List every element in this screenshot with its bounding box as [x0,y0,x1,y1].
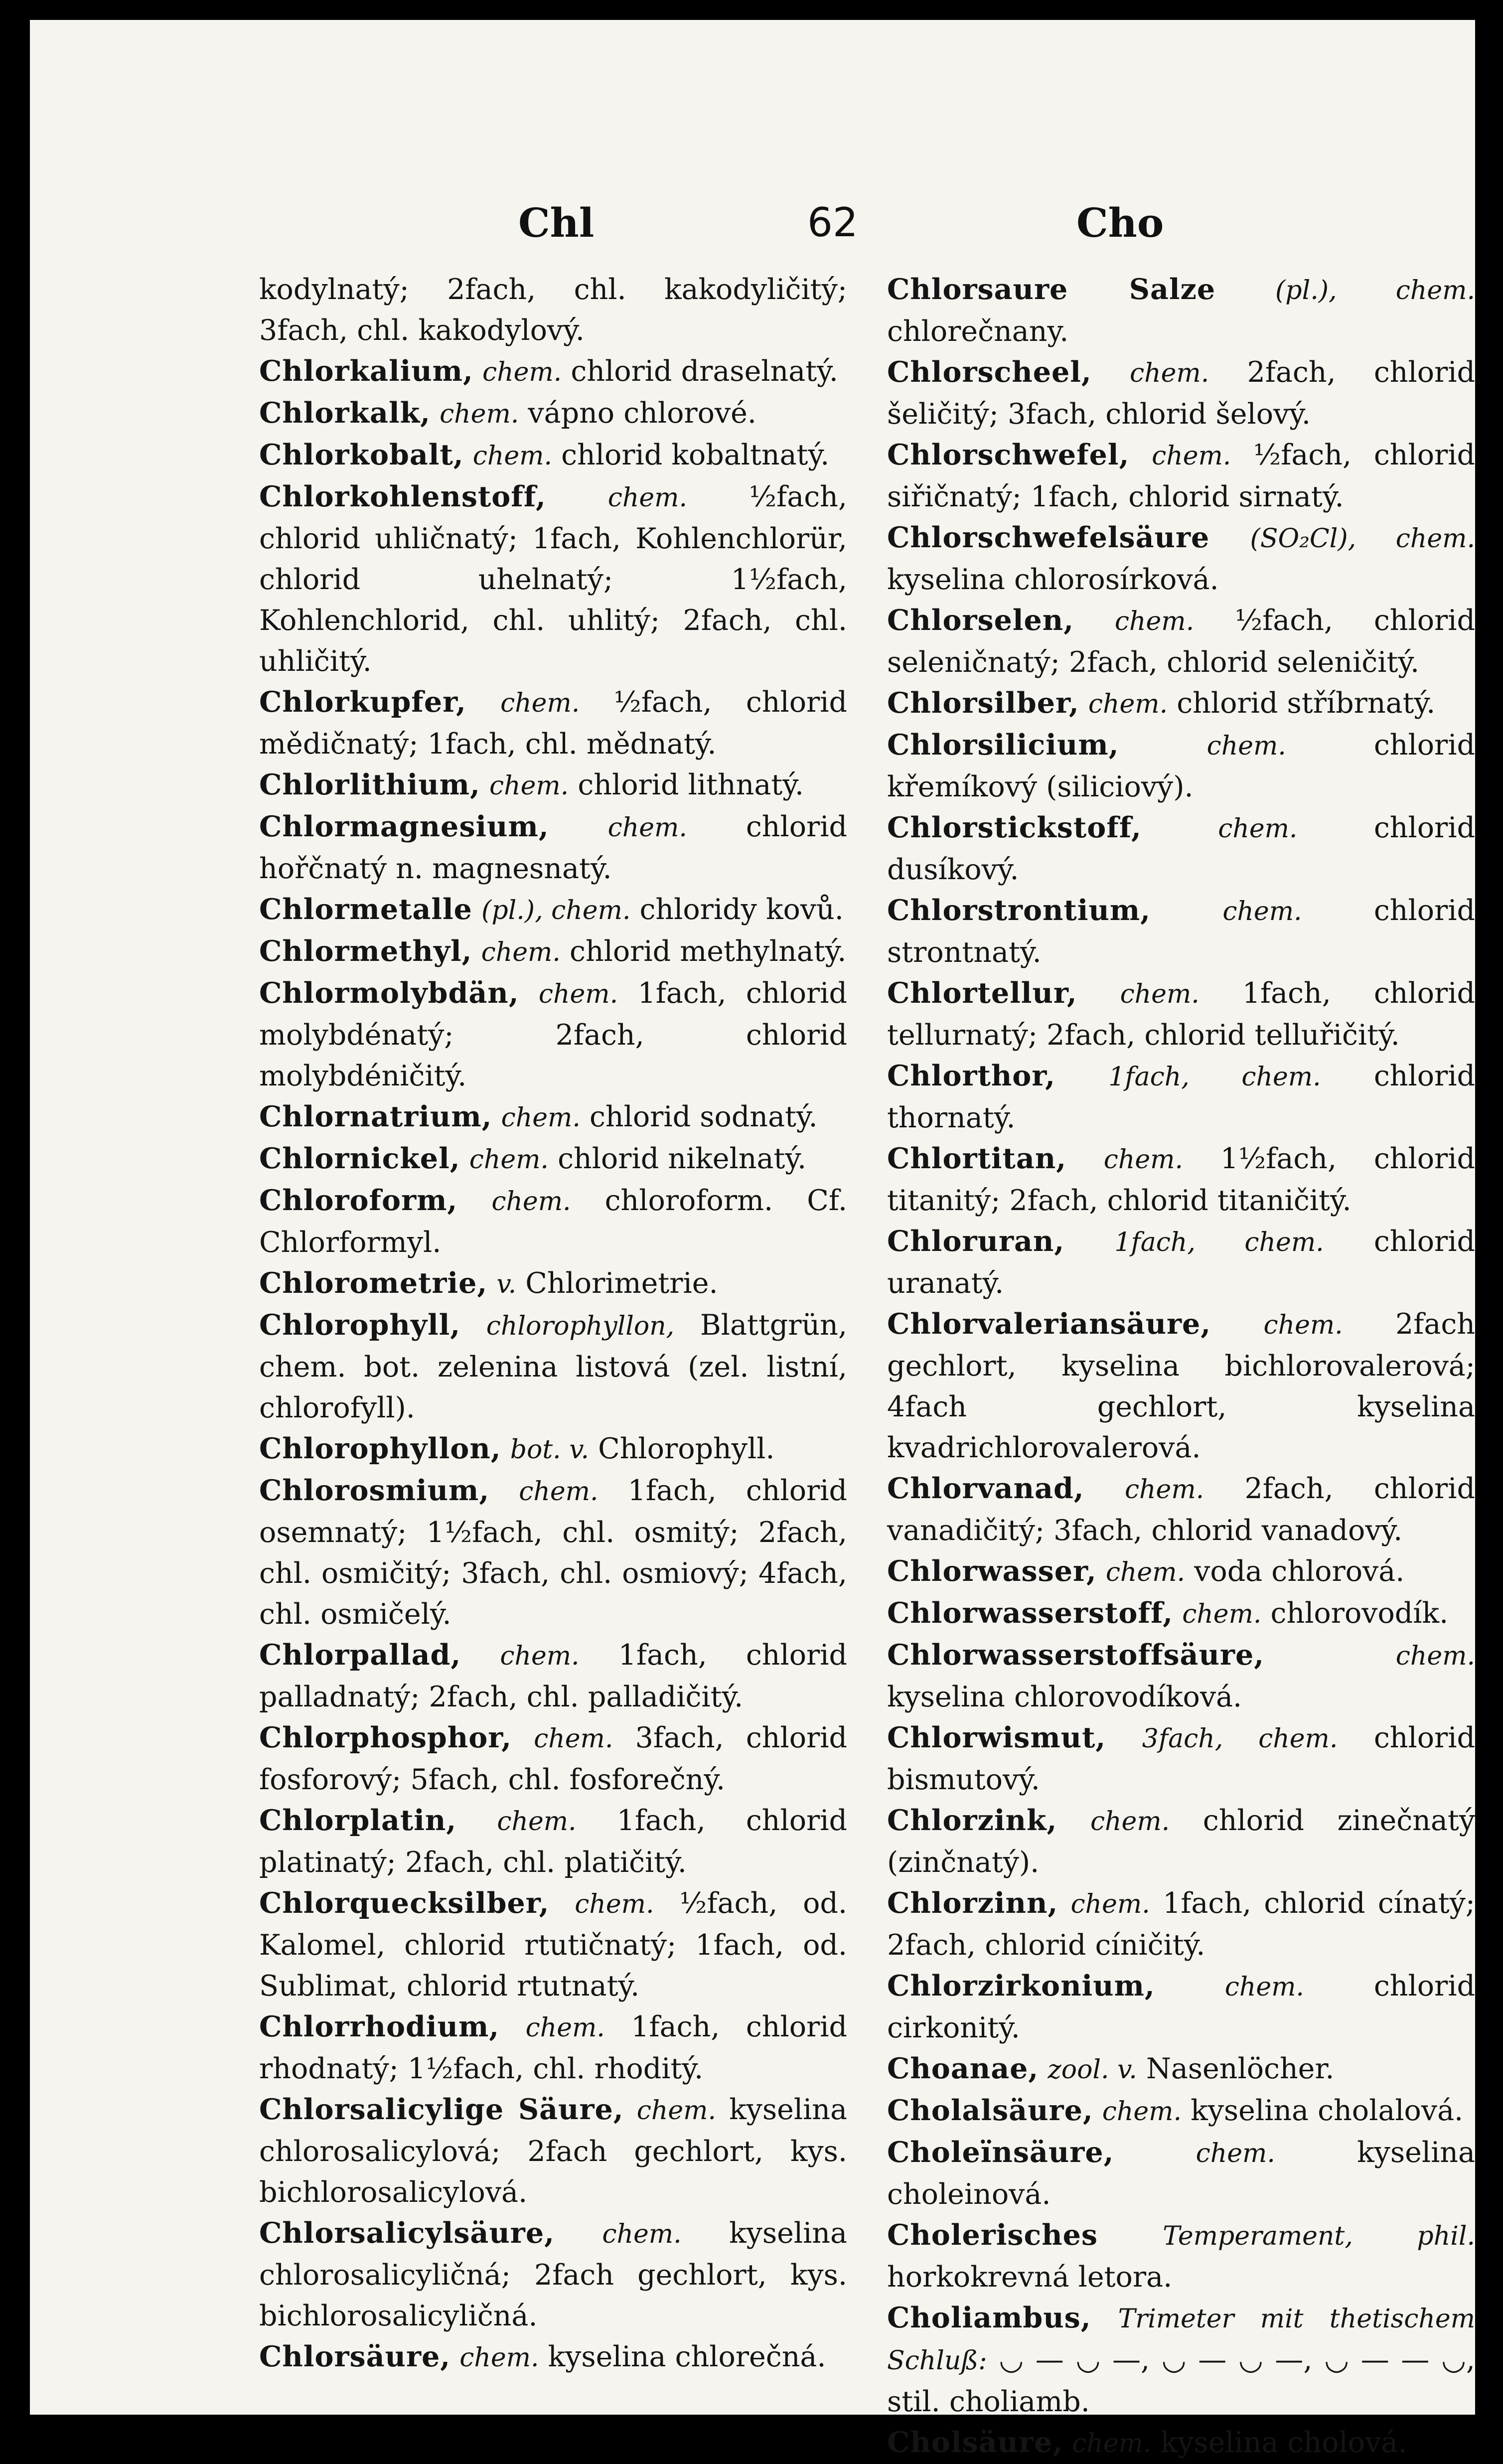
entry-headword: Chlorzink, [887,1804,1057,1837]
entry-definition: 1fach, chlorid platinatý; 2fach, chl. platičitý. [259,1804,847,1879]
entry-grammar-label: chem. [500,1641,580,1671]
entry-definition: ½fach, chlorid mědičnatý; 1fach, chl. mědnatý. [259,686,847,761]
dictionary-entry [887,1593,1475,1635]
dictionary-entry [887,1138,1475,1221]
dictionary-entry [887,1966,1475,2048]
entry-grammar-label: chem. [497,1807,577,1837]
entry-grammar-label: chem. [575,1889,654,1919]
entry-definition: 1fach, chlorid palladnatý; 2fach, chl. palladičitý. [259,1639,847,1713]
entry-definition: chloroform. Cf. Chlorformyl. [259,1184,848,1259]
dictionary-entry [259,1800,847,1883]
dictionary-entry [259,1180,847,1263]
entry-grammar-label: chem. [1114,607,1195,636]
dictionary-entry [887,890,1475,973]
dictionary-entry [887,1635,1475,1717]
entry-headword: Chlorscheel, [887,355,1092,389]
entry-headword: Chlorstrontium, [887,894,1151,927]
entry-headword: Chlorschwefelsäure [887,521,1210,554]
right-column [887,269,1475,2464]
dictionary-entry [887,683,1475,725]
entry-grammar-label: chem. [489,771,569,801]
entry-definition: kyselina chlorečná. [548,2340,826,2373]
entry-grammar-label: chem. [525,2013,605,2043]
entry-grammar-label: chem. [1120,979,1200,1009]
entry-definition: chlorid nikelnatý. [558,1142,807,1175]
entry-grammar-label: chem. [1224,1972,1304,2002]
entry-definition: 1½fach, chlorid titanitý; 2fach, chlorid titaničitý. [887,1142,1476,1217]
entry-grammar-label: chem. [500,688,580,718]
dictionary-entry [259,269,847,351]
dictionary-entry [259,1096,847,1138]
dictionary-entry [259,351,847,393]
entry-headword: Chlorrhodium, [259,2010,500,2043]
entry-headword: Chlorwasser, [887,1554,1097,1588]
dictionary-entry [887,352,1475,435]
entry-grammar-label: Temperament, phil. [1163,2221,1475,2251]
entry-headword: Chlorvaleriansäure, [887,1307,1211,1341]
entry-grammar-label: chem. [1088,689,1168,719]
entry-grammar-label: chem. [1222,897,1302,926]
entry-grammar-label: (pl.), chem. [481,896,631,925]
entry-definition: chlorid dusíkový. [887,811,1475,886]
dictionary-entry [887,2215,1475,2298]
entry-grammar-label: chem. [607,483,688,513]
entry-grammar-label: chem. [538,979,618,1009]
entry-grammar-label: chem. [519,1477,599,1507]
entry-grammar-label: chem. [1105,1557,1186,1587]
entry-headword: Chlorophyll, [259,1308,461,1342]
entry-headword: Chlorosmium, [259,1474,490,1507]
entry-definition: kyselina cholalová. [1191,2094,1464,2127]
dictionary-entry [887,807,1475,890]
entry-headword: Chlorvanad, [887,1472,1084,1505]
entry-headword: Choleïnsäure, [887,2136,1114,2169]
entry-grammar-label: chem. [472,441,552,471]
entry-definition: 2fach, chlorid vanadičitý; 3fach, chlorid vanadový. [887,1472,1475,1547]
dictionary-entry [887,1883,1475,1966]
entry-grammar-label: (pl.), chem. [1275,276,1475,306]
entry-headword: Chlorkohlenstoff, [259,480,546,513]
entry-definition: chlorid draselnatý. [571,355,838,388]
dictionary-entry [259,1470,847,1635]
entry-definition: Nasenlöcher. [1146,2052,1335,2085]
entry-definition: ½fach, chlorid uhličnatý; 1fach, Kohlenchlorür, chlorid uhelnatý; 1½fach, Kohlenchlorid, chl. uhlitý; 2fach, chl. uhličitý. [259,480,848,678]
entry-headword: Chlorophyllon, [259,1432,501,1465]
dictionary-entry [259,2006,847,2089]
entry-definition: chlorid sodnatý. [589,1100,818,1133]
entry-headword: Chlorkalium, [259,354,473,388]
entry-headword: Chlorschwefel, [887,438,1130,471]
entry-headword: Chlorkupfer, [259,685,466,719]
dictionary-entry [259,1305,847,1428]
entry-grammar-label: chem. [1090,1807,1170,1837]
dictionary-entry [259,2336,847,2378]
running-head-right: Cho [1076,199,1164,246]
entry-headword: Cholsäure, [887,2426,1063,2459]
entry-definition: chlorid křemíkový (siliciový). [887,729,1476,803]
entry-headword: Chloroform, [259,1184,458,1217]
entry-definition: chlorečnany. [887,315,1069,348]
page-number: 62 [807,199,858,246]
entry-grammar-label: bot. v. [510,1435,589,1465]
left-column [259,269,847,2378]
entry-grammar-label: chem. [1102,2097,1182,2127]
dictionary-entry [259,1883,847,2006]
entry-grammar-label: chem. [636,2096,716,2126]
entry-headword: Choanae, [887,2052,1039,2085]
dictionary-entry [887,2090,1475,2132]
dictionary-entry [887,1551,1475,1593]
entry-definition: 2fach gechlort, kyselina bichlorovalerová; 4fach gechlort, kyselina kvadrichlorovalerová. [887,1308,1475,1464]
entry-definition: chlorid kobaltnatý. [561,439,830,471]
entry-grammar-label: chem. [1206,731,1286,761]
entry-headword: Chlorsalicylsäure, [259,2216,555,2250]
dictionary-entry [259,2089,847,2213]
entry-definition: chlorid cirkonitý. [887,1970,1476,2044]
entry-definition: kyselina chlorovodíková. [887,1681,1242,1713]
dictionary-entry [259,2213,847,2336]
entry-definition: Blattgrün, chem. bot. zelenina listová (zel. listní, chlorofyll). [259,1309,848,1424]
entry-grammar-label: 1fach, chem. [1114,1228,1324,1257]
entry-continuation: kodylnatý; 2fach, chl. kakodyličitý; 3fach, chl. kakodylový. [259,273,847,347]
entry-grammar-label: chem. [1218,814,1298,844]
entry-headword: Chlormetalle [259,893,472,926]
entry-headword: Chlorsilber, [887,686,1079,720]
entry-definition: chlorid uranatý. [887,1225,1475,1300]
entry-grammar-label: chem. [1263,1310,1343,1340]
entry-headword: Chlorzirkonium, [887,1969,1155,2002]
entry-headword: Chlorpallad, [259,1638,461,1672]
dictionary-entry [887,269,1475,352]
entry-grammar-label: chem. [1395,1641,1475,1671]
entry-grammar-label: chem. [1072,2429,1152,2459]
entry-definition: kyselina chlorosalicylová; 2fach gechlort, kys. bichlorosalicylová. [259,2093,847,2209]
entry-grammar-label: chem. [469,1145,549,1175]
entry-definition: ½fach, chlorid seleničnatý; 2fach, chlorid seleničitý. [887,604,1476,679]
entry-grammar-label: chem. [1130,358,1209,388]
entry-grammar-label: chem. [1070,1889,1150,1919]
dictionary-entry [887,1304,1475,1468]
dictionary-entry [259,1635,847,1717]
entry-grammar-label: chem. [501,1103,581,1133]
entry-headword: Chlorplatin, [259,1804,457,1837]
entry-headword: Chlorselen, [887,604,1074,637]
entry-grammar-label: chem. [491,1187,571,1217]
dictionary-entry [887,725,1475,807]
entry-grammar-label: Trimeter mit thetischem Schluß: [887,2304,1475,2376]
dictionary-entry [259,1717,847,1800]
entry-headword: Chlorthor, [887,1059,1056,1092]
entry-definition: 1fach, chlorid tellurnatý; 2fach, chlorid telluřičitý. [887,977,1475,1052]
entry-headword: Chlorphosphor, [259,1721,512,1754]
entry-definition: ½fach, od. Kalomel, chlorid rtutičnatý; 1fach, od. Sublimat, chlorid rtutnatý. [259,1887,848,2002]
entry-definition: kyselina choleinová. [887,2136,1476,2211]
entry-definition: 1fach, chlorid cínatý; 2fach, chlorid cíničitý. [887,1887,1476,1962]
entry-definition: 1fach, chlorid osemnatý; 1½fach, chl. osmitý; 2fach, chl. osmičitý; 3fach, chl. osmiový; 4fach, chl. osmičelý. [259,1474,847,1631]
entry-headword: Chlorlithium, [259,768,480,801]
entry-definition: 1fach, chlorid rhodnatý; 1½fach, chl. rhoditý. [259,2010,847,2085]
dictionary-entry [887,1717,1475,1800]
entry-definition: chlorid thornatý. [887,1060,1475,1134]
entry-grammar-label: chem. [1124,1475,1204,1505]
entry-definition: kyselina chlorosalicyličná; 2fach gechlort, kys. bichlorosalicyličná. [259,2217,847,2332]
dictionary-entry [259,889,847,931]
dictionary-entry [259,393,847,435]
entry-definition: chlorid bismutový. [887,1721,1476,1796]
entry-grammar-label: 3fach, chem. [1142,1724,1338,1754]
entry-definition: vápno chlorové. [528,397,757,430]
entry-headword: Chlormagnesium, [259,810,549,843]
entry-headword: Chlorsäure, [259,2340,451,2373]
dictionary-entry [259,435,847,476]
entry-grammar-label: chem. [1152,441,1231,471]
entry-grammar-label: chlorophyllon, [486,1311,675,1341]
entry-grammar-label: chem. [602,2219,682,2249]
entry-headword: Chlorsilicium, [887,728,1119,762]
entry-grammar-label: chem. [1103,1145,1184,1175]
entry-headword: Chlorometrie, [259,1266,488,1300]
entry-definition: voda chlorová. [1194,1555,1405,1588]
entry-grammar-label: chem. [1196,2139,1275,2168]
entry-definition: chlorid lithnatý. [578,769,804,801]
entry-definition: 3fach, chlorid fosforový; 5fach, chl. fosforečný. [259,1721,847,1796]
entry-headword: Chlorkobalt, [259,438,464,471]
entry-definition: chlorid hořčnatý n. magnesnatý. [259,810,847,885]
dictionary-entry [887,1468,1475,1551]
entry-definition: Chlorimetrie. [525,1267,718,1300]
entry-headword: Chlormolybdän, [259,976,519,1010]
entry-definition: kyselina chlorosírková. [887,563,1219,596]
dictionary-entry [887,2298,1475,2422]
entry-definition: chlorid strontnatý. [887,894,1475,969]
entry-headword: Chlorzinn, [887,1886,1058,1920]
entry-headword: Chlorwismut, [887,1721,1106,1754]
entry-headword: Chlorkalk, [259,396,431,430]
dictionary-entry [887,973,1475,1056]
entry-grammar-label: (SO₂Cl), chem. [1250,524,1476,554]
entry-grammar-label: 1fach, chem. [1108,1062,1321,1092]
entry-grammar-label: chem. [481,937,561,967]
running-head-left: Chl [518,199,595,246]
dictionary-entry [887,2422,1475,2464]
entry-definition: chloridy kovů. [639,893,844,926]
entry-grammar-label: chem. [440,399,519,429]
dictionary-entry [259,973,847,1096]
entry-headword: Chlorsalicylige Säure, [259,2093,624,2126]
entry-headword: Choliambus, [887,2301,1091,2334]
dictionary-entry [259,1138,847,1180]
entry-grammar-label: v. [496,1269,517,1299]
dictionary-entry [259,682,847,765]
dictionary-entry [887,2048,1475,2090]
entry-headword: Cholerisches [887,2218,1098,2252]
entry-headword: Chlortellur, [887,976,1077,1010]
entry-headword: Chlormethyl, [259,934,472,968]
entry-definition: 1fach, chlorid molybdénatý; 2fach, chlorid molybdéničitý. [259,977,847,1092]
entry-headword: Chlorwasserstoff, [887,1596,1174,1630]
entry-headword: Chlorquecksilber, [259,1886,550,1920]
entry-headword: Chlornickel, [259,1142,460,1175]
entry-headword: Chlornatrium, [259,1100,492,1133]
entry-headword: Chlortitan, [887,1142,1067,1175]
entry-definition: chlorovodík. [1270,1597,1449,1630]
entry-headword: Chlorstickstoff, [887,811,1142,844]
dictionary-entry [887,1221,1475,1304]
entry-definition: ◡ — ◡ —, ◡ — ◡ —, ◡ — — ◡, stil. choliamb. [887,2343,1475,2418]
entry-definition: chlorid stříbrnatý. [1177,687,1436,720]
entry-grammar-label: chem. [534,1724,613,1754]
entry-grammar-label: chem. [607,813,687,843]
entry-definition: horkokrevná letora. [887,2261,1173,2294]
entry-definition: chlorid methylnatý. [569,935,847,968]
entry-headword: Chlorwasserstoffsäure, [887,1638,1265,1672]
entry-headword: Chloruran, [887,1225,1065,1258]
dictionary-entry [259,931,847,973]
dictionary-entry [887,435,1475,517]
dictionary-entry [887,2132,1475,2215]
entry-definition: kyselina cholová. [1160,2426,1407,2459]
dictionary-entry [887,517,1475,600]
entry-grammar-label: chem. [1182,1599,1262,1629]
entry-headword: Cholalsäure, [887,2094,1093,2127]
dictionary-entry [259,806,847,889]
entry-headword: Chlorsaure Salze [887,273,1216,306]
dictionary-entry [887,1056,1475,1138]
dictionary-entry [259,1428,847,1470]
entry-definition: Chlorophyll. [598,1432,775,1465]
entry-grammar-label: chem. [482,357,562,387]
dictionary-entry [887,1800,1475,1883]
entry-definition: 2fach, chlorid šeličitý; 3fach, chlorid šelový. [887,356,1475,431]
entry-definition: chlorid zinečnatý (zinčnatý). [887,1804,1475,1879]
dictionary-entry [259,476,847,682]
entry-definition: ½fach, chlorid siřičnatý; 1fach, chlorid sirnatý. [887,439,1475,513]
entry-grammar-label: chem. [459,2343,539,2373]
entry-grammar-label: zool. v. [1048,2055,1137,2085]
dictionary-page [30,20,1476,2459]
dictionary-entry [259,765,847,806]
dictionary-entry [887,600,1475,683]
dictionary-entry [259,1263,847,1305]
